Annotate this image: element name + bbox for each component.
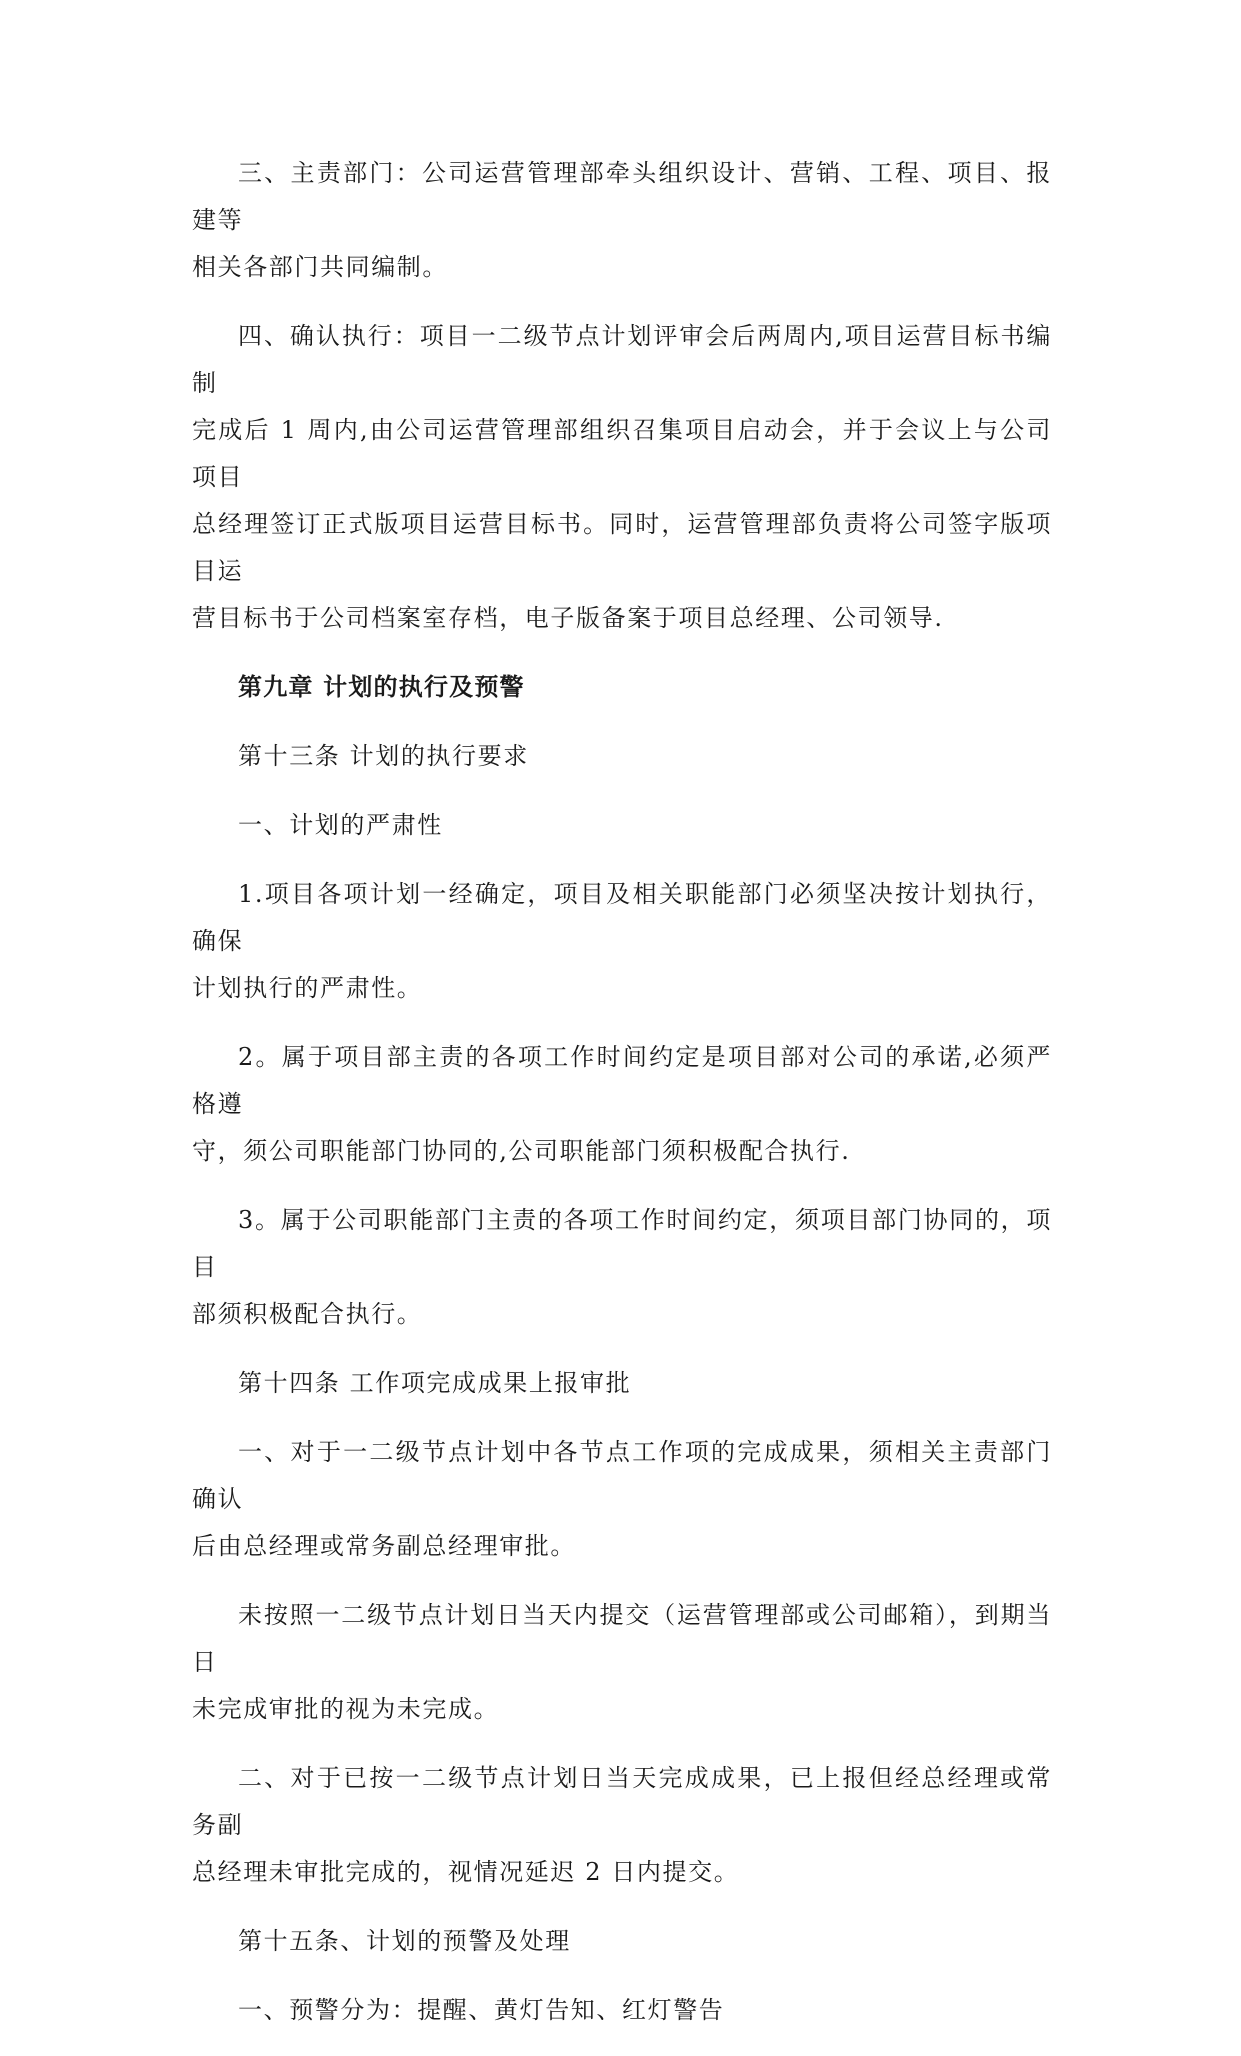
text-line: 第十五条、计划的预警及处理 — [238, 1927, 571, 1955]
text-line: 四、确认执行：项目一二级节点计划评审会后两周内,项目运营目标书编制 — [192, 322, 1052, 397]
text-line: 一、对于一二级节点计划中各节点工作项的完成成果，须相关主责部门确认 — [192, 1438, 1052, 1513]
paragraph-approval — [192, 1429, 1052, 1570]
paragraph-not-submitted — [192, 1592, 1052, 1733]
text-line: 2。属于项目部主责的各项工作时间约定是项目部对公司的承诺,必须严格遵 — [192, 1043, 1052, 1118]
text-line: 后由总经理或常务副总经理审批。 — [192, 1532, 576, 1560]
text-line: 3。属于公司职能部门主责的各项工作时间约定，须项目部门协同的，项目 — [192, 1206, 1052, 1281]
document-body — [192, 150, 1052, 2056]
text-line: 三、主责部门：公司运营管理部牵头组织设计、营销、工程、项目、报建等 — [192, 159, 1052, 234]
text-line: 守，须公司职能部门协同的,公司职能部门须积极配合执行. — [192, 1137, 851, 1165]
paragraph-responsible-department — [192, 150, 1052, 291]
chapter-heading — [192, 664, 1052, 711]
text-line: 1.项目各项计划一经确定，项目及相关职能部门必须坚决按计划执行，确保 — [192, 880, 1052, 955]
text-line: 一、预警分为：提醒、黄灯告知、红灯警告 — [238, 1996, 725, 2024]
item-1 — [192, 871, 1052, 1012]
text-line: 部须积极配合执行。 — [192, 1300, 423, 1328]
text-line: 未按照一二级节点计划日当天内提交（运营管理部或公司邮箱），到期当日 — [192, 1601, 1052, 1676]
text-line: 营目标书于公司档案室存档，电子版备案于项目总经理、公司领导. — [192, 604, 944, 632]
article-15-title — [192, 1918, 1052, 1965]
article-14-title — [192, 1360, 1052, 1407]
text-line: 总经理未审批完成的，视情况延迟 2 日内提交。 — [192, 1858, 740, 1886]
paragraph-confirm-execution — [192, 313, 1052, 642]
text-line: 未完成审批的视为未完成。 — [192, 1695, 500, 1723]
text-line: 二、对于已按一二级节点计划日当天完成成果，已上报但经总经理或常务副 — [192, 1764, 1052, 1839]
paragraph-delay — [192, 1755, 1052, 1896]
text-line: 一、计划的严肃性 — [238, 811, 443, 839]
text-line: 第九章 计划的执行及预警 — [238, 673, 525, 701]
text-line: 相关各部门共同编制。 — [192, 253, 448, 281]
article-13-title — [192, 733, 1052, 780]
text-line: 总经理签订正式版项目运营目标书。同时，运营管理部负责将公司签字版项目运 — [192, 510, 1052, 585]
text-line: 第十四条 工作项完成成果上报审批 — [238, 1369, 632, 1397]
section-seriousness — [192, 802, 1052, 849]
item-2 — [192, 1034, 1052, 1175]
text-line: 第十三条 计划的执行要求 — [238, 742, 529, 770]
paragraph-warning-types — [192, 1987, 1052, 2034]
item-3 — [192, 1197, 1052, 1338]
text-line: 计划执行的严肃性。 — [192, 974, 423, 1002]
text-line: 完成后 1 周内,由公司运营管理部组织召集项目启动会，并于会议上与公司项目 — [192, 416, 1052, 491]
